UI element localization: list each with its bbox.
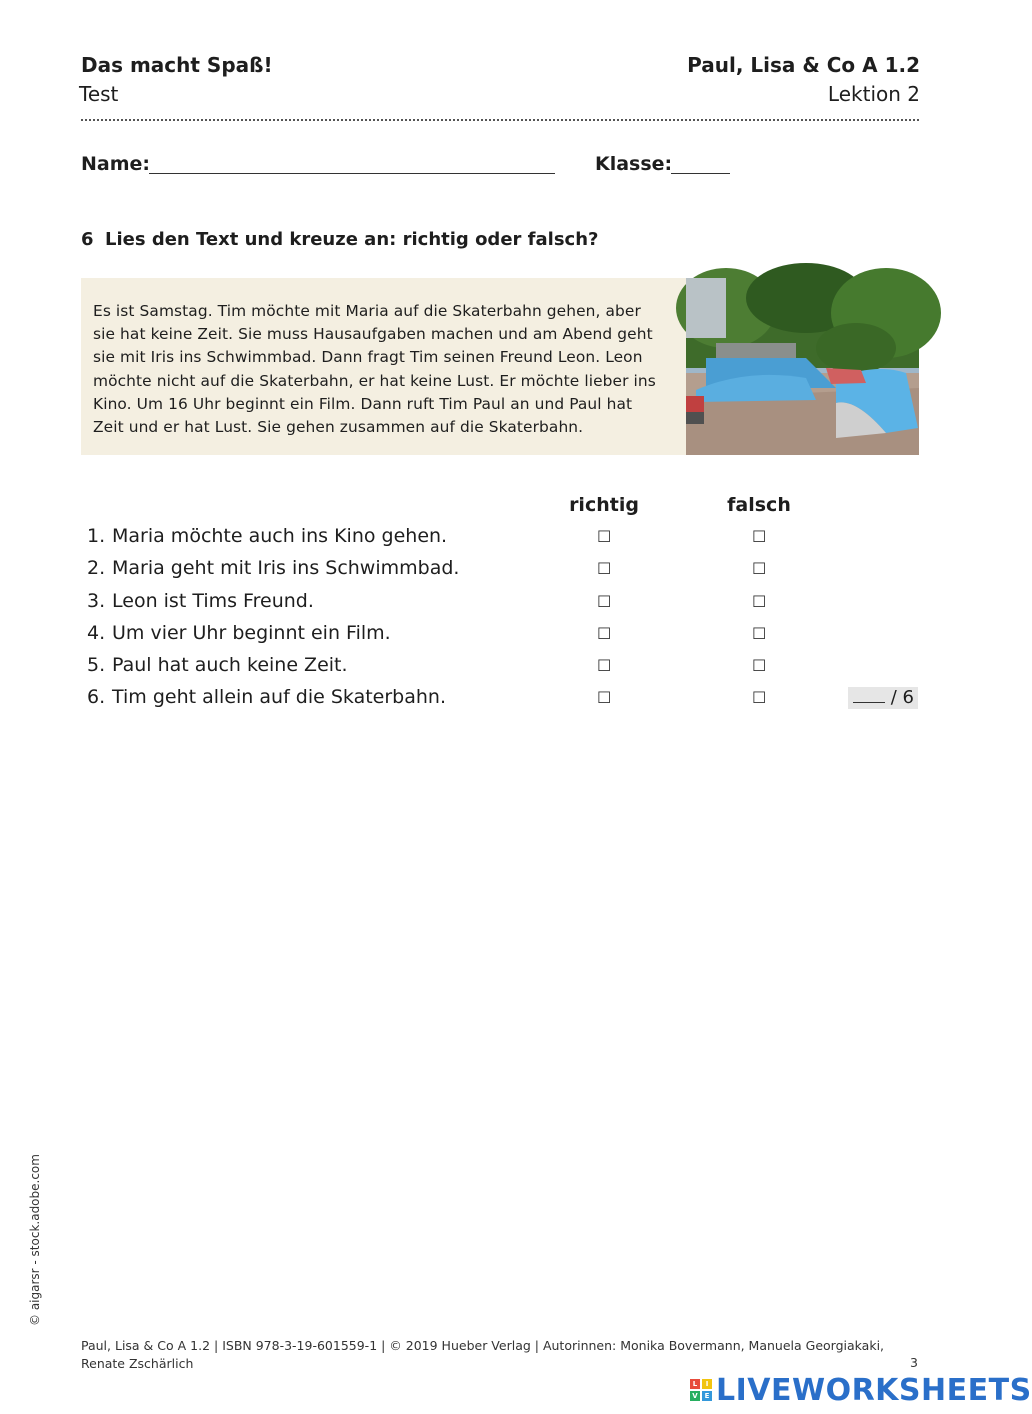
statement-text: Maria geht mit Iris ins Schwimmbad. [112, 557, 460, 579]
statement-row [87, 654, 917, 686]
task-instruction: Lies den Text und kreuze an: richtig oder falsch? [105, 229, 599, 250]
footer-line: Renate Zschärlich [81, 1356, 194, 1371]
worksheet-title: Das macht Spaß! [81, 53, 273, 77]
liveworksheets-logo[interactable] [690, 1374, 1032, 1406]
statement-row [87, 590, 917, 622]
name-label: Name: [81, 153, 151, 175]
statement-text: Um vier Uhr beginnt ein Film. [112, 622, 391, 644]
score-total: / 6 [890, 687, 914, 708]
statement-text: Leon ist Tims Freund. [112, 590, 314, 612]
falsch-checkbox[interactable]: ☐ [752, 656, 767, 675]
task-number: 6 [81, 229, 94, 250]
statement-number: 5. [87, 654, 106, 676]
book-title: Paul, Lisa & Co A 1.2 [687, 53, 920, 77]
reading-line: möchte nicht auf die Skaterbahn, er hat keine Lust. Er möchte lieber ins [93, 371, 656, 390]
statement-text: Paul hat auch keine Zeit. [112, 654, 348, 676]
statement-row [87, 525, 917, 557]
klasse-field[interactable] [671, 173, 730, 174]
falsch-checkbox[interactable]: ☐ [752, 527, 767, 546]
statement-text: Maria möchte auch ins Kino gehen. [112, 525, 448, 547]
statement-number: 4. [87, 622, 106, 644]
statement-number: 3. [87, 590, 106, 612]
score-input[interactable] [853, 688, 885, 703]
page-number: 3 [910, 1355, 918, 1370]
reading-line: sie mit Iris ins Schwimmbad. Dann fragt Tim seinen Freund Leon. Leon [93, 348, 643, 367]
richtig-checkbox[interactable]: ☐ [597, 688, 612, 707]
footer-line: Paul, Lisa & Co A 1.2 | ISBN 978-3-19-601559-1 | © 2019 Hueber Verlag | Autorinnen: Monika Bovermann, Manuela Georgiakaki, [81, 1338, 885, 1353]
richtig-checkbox[interactable]: ☐ [597, 624, 612, 643]
column-header-richtig: richtig [569, 494, 639, 516]
reading-line: sie hat keine Zeit. Sie muss Hausaufgaben machen und am Abend geht [93, 325, 653, 344]
richtig-checkbox[interactable]: ☐ [597, 527, 612, 546]
falsch-checkbox[interactable]: ☐ [752, 559, 767, 578]
worksheet-subtitle: Test [79, 82, 119, 106]
lesson-label: Lektion 2 [827, 82, 920, 106]
statement-row [87, 622, 917, 654]
column-header-falsch: falsch [727, 494, 791, 516]
statement-number: 6. [87, 686, 106, 708]
liveworksheets-logo-icon [690, 1379, 712, 1401]
statement-number: 2. [87, 557, 106, 579]
logo-tile: V [690, 1391, 700, 1401]
statement-number: 1. [87, 525, 106, 547]
header-divider [81, 119, 919, 121]
logo-tile: L [690, 1379, 700, 1389]
reading-text-box [81, 278, 686, 455]
klasse-label: Klasse: [595, 153, 673, 175]
falsch-checkbox[interactable]: ☐ [752, 592, 767, 611]
richtig-checkbox[interactable]: ☐ [597, 656, 612, 675]
statement-row [87, 686, 917, 718]
name-field[interactable] [149, 173, 555, 174]
reading-line: Zeit und er hat Lust. Sie gehen zusammen auf die Skaterbahn. [93, 418, 584, 437]
statement-row [87, 557, 917, 589]
logo-tile: E [702, 1391, 712, 1401]
skatepark-photo [686, 278, 919, 455]
reading-line: Es ist Samstag. Tim möchte mit Maria auf die Skaterbahn gehen, aber [93, 302, 641, 320]
reading-line: Kino. Um 16 Uhr beginnt ein Film. Dann ruft Tim Paul an und Paul hat [93, 394, 633, 413]
score-box [848, 687, 918, 709]
footer-text [81, 1337, 891, 1373]
richtig-checkbox[interactable]: ☐ [597, 592, 612, 611]
statement-text: Tim geht allein auf die Skaterbahn. [112, 686, 447, 708]
logo-tile: I [702, 1379, 712, 1389]
richtig-checkbox[interactable]: ☐ [597, 559, 612, 578]
image-credit: © aigarsr - stock.adobe.com [28, 1154, 42, 1326]
liveworksheets-logo-text: LIVEWORKSHEETS [716, 1372, 1032, 1408]
falsch-checkbox[interactable]: ☐ [752, 688, 767, 707]
falsch-checkbox[interactable]: ☐ [752, 624, 767, 643]
